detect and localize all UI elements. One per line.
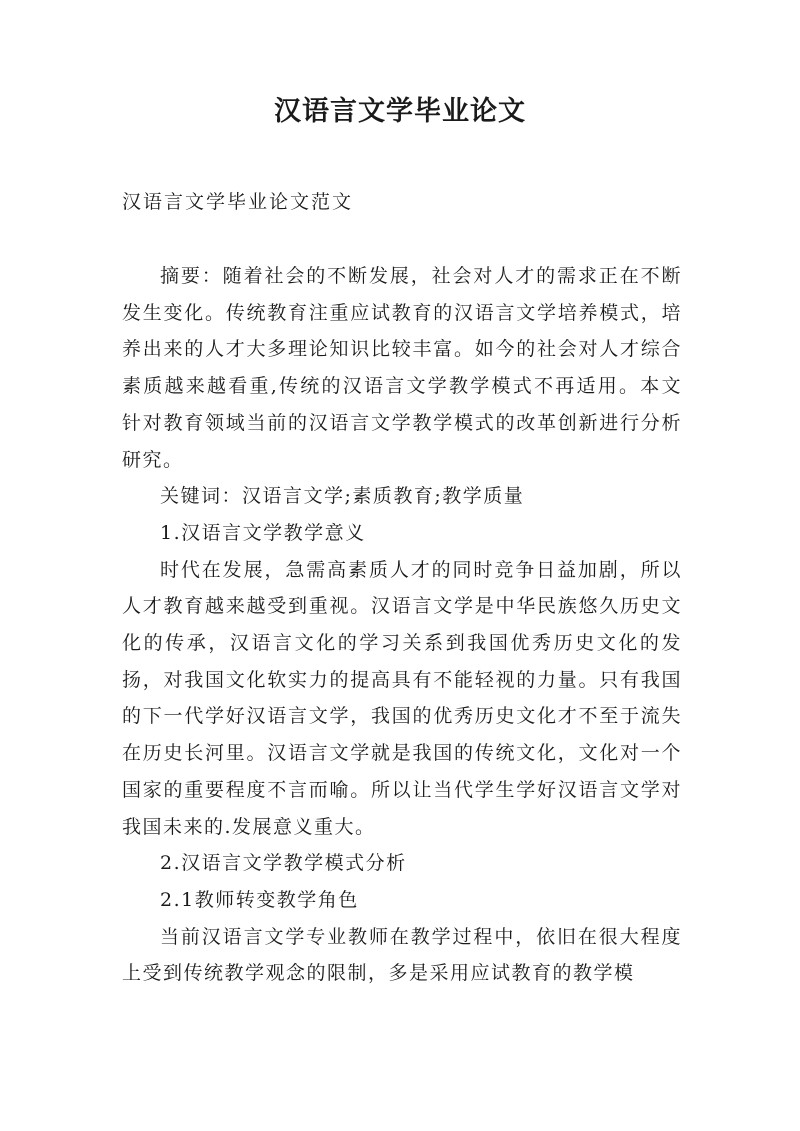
section-1-paragraph: 时代在发展，急需高素质人才的同时竞争日益加剧，所以人才教育越来越受到重视。汉语言文学是中华民族悠久历史文化的传承，汉语言文化的学习关系到我国优秀历史文化的发扬，对我国文化软实力的提高具有不能轻视的力量。只有我国的下一代学好汉语言文学，我国的优秀历史文化才不至于流失在历史长河里。汉语言文学就是我国的传统文化，文化对一个国家的重要程度不言而喻。所以让当代学生学好汉语言文学对我国未来的.发展意义重大。 xyxy=(122,558,682,838)
document-title: 汉语言文学毕业论文 xyxy=(274,96,526,127)
abstract-paragraph: 摘要：随着社会的不断发展，社会对人才的需求正在不断发生变化。传统教育注重应试教育的汉语言文学培养模式，培养出来的人才大多理论知识比较丰富。如今的社会对人才综合素质越来越看重,传统的汉语言文学教学模式不再适用。本文针对教育领域当前的汉语言文学教学模式的改革创新进行分析研究。 xyxy=(122,265,682,471)
subsection-2-1-paragraph: 当前汉语言文学专业教师在教学过程中，依旧在很大程度上受到传统教学观念的限制，多是采用应试教育的教学模 xyxy=(122,925,682,985)
section-heading-1: 1.汉语言文学教学意义 xyxy=(160,521,366,544)
document-subtitle: 汉语言文学毕业论文范文 xyxy=(122,191,354,213)
keywords-line: 关键词：汉语言文学;素质教育;教学质量 xyxy=(160,485,525,508)
document-body xyxy=(122,258,682,992)
subsection-heading-2-1: 2.1教师转变教学角色 xyxy=(160,888,359,911)
section-heading-2: 2.汉语言文学教学模式分析 xyxy=(160,852,407,875)
